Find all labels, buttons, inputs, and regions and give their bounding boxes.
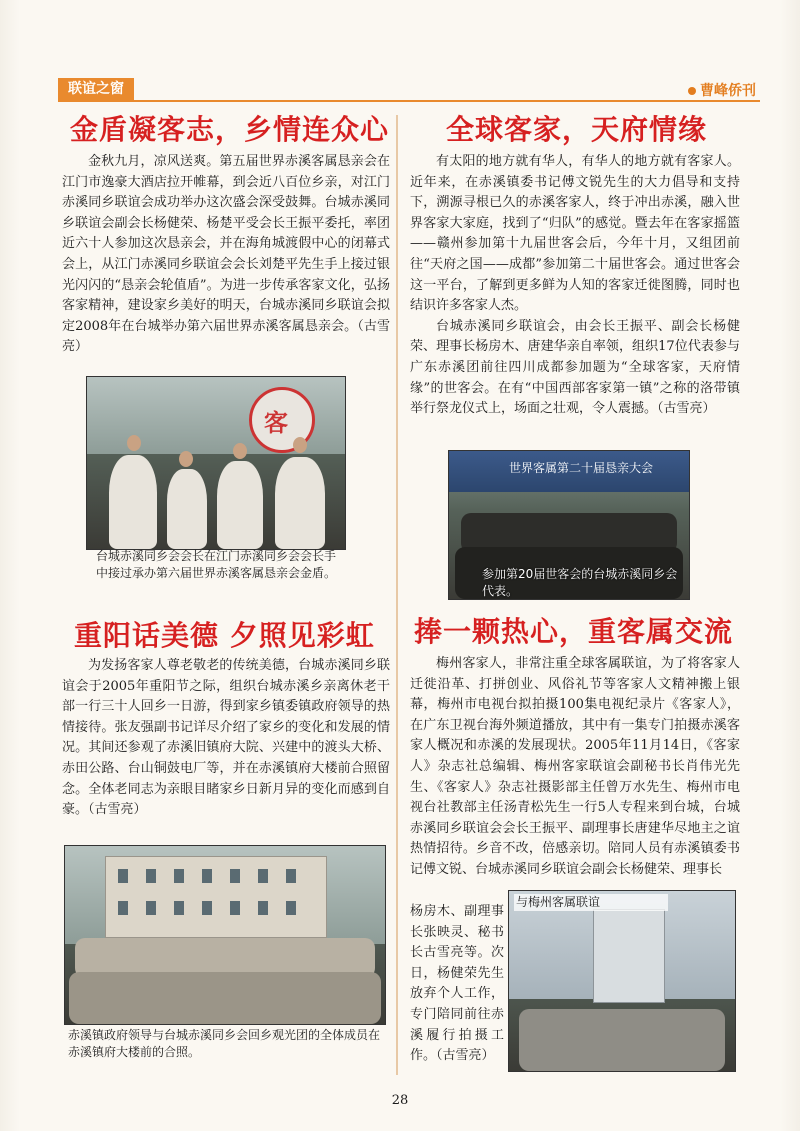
person-figure xyxy=(109,455,157,549)
group-photo-people xyxy=(519,1009,725,1071)
emblem-icon: 客 xyxy=(249,387,315,453)
photo-banner: 世界客属第二十届恳亲大会 xyxy=(509,461,654,475)
article-1-photo xyxy=(86,376,346,550)
article-1-paragraph: 金秋九月，凉风送爽。第五届世界赤溪客属恳亲会在江门市逸豪大酒店拉开帷幕，到会近八百位乡亲，对江门赤溪同乡联谊会成功举办这次盛会深受鼓舞。台城赤溪同乡联谊会副会长杨健荣、杨楚平受会长王振平委托，率团近六十人参加这次恳亲会，并在海角城渡假中心的闭幕式会上，从江门赤溪同乡联谊会会长刘楚平先生手上接过银光闪闪的“恳亲会轮值盾”。为进一步传承客家文化，弘扬客家精神，建设家乡美好的明天，台城赤溪同乡联谊会拟定2008年在台城举办第六届世界赤溪客属恳亲会。（古雪亮） xyxy=(62,154,390,355)
article-4-body xyxy=(410,654,740,881)
masthead xyxy=(688,80,756,100)
article-4-paragraph: 梅州客家人，非常注重全球客属联谊，为了将客家人迁徙沿革、打拼创业、风俗礼节等客家人文精神搬上银幕，梅州市电视台拟拍摄100集电视纪录片《客家人》，在广东卫视台海外频道播放，其中有一集专门拍摄赤溪客家人概况和赤溪的发展现状。2005年11月14日，《客家人》杂志社总编辑、梅州客家联谊会副秘书长肖伟光先生、《客家人》杂志社摄影部主任曾万水先生、梅州市电视台社教部主任汤青松先生一行5人专程来到台城，台城赤溪同乡联谊会会长王振平、副理事长唐建华尽地主之谊热情招待。乡音不改，倍感亲切。陪同人员有赤溪镇委书记傅文锐、台城赤溪同乡联谊会副会长杨健荣、理事长 xyxy=(410,656,740,877)
article-4-narrow-column xyxy=(410,902,504,1067)
article-1-caption: 台城赤溪同乡会会长在江门赤溪同乡会会长手中接过承办第六届世界赤溪客属恳亲会金盾。 xyxy=(96,549,337,580)
person-head xyxy=(233,443,247,459)
person-figure xyxy=(275,457,325,549)
article-3-photo xyxy=(64,845,386,1025)
page-number: 28 xyxy=(391,1093,409,1108)
article-4-narrow-text: 杨房木、副理事长张映灵、秘书长古雪亮等。次日，杨健荣先生放弃个人工作，专门陪同前往赤溪履行拍摄工作。（古雪亮） xyxy=(410,904,504,1064)
article-3-headline: 重阳话美德 夕照见彩虹 xyxy=(74,619,375,652)
article-2-body xyxy=(410,152,740,420)
article-2-headline: 全球客家，天府情缘 xyxy=(446,113,708,146)
article-4-photo xyxy=(508,890,736,1072)
article-3-body xyxy=(62,656,390,821)
person-head xyxy=(293,437,307,453)
article-4-headline: 捧一颗热心，重客属交流 xyxy=(414,615,734,648)
article-2-paragraph-2: 台城赤溪同乡联谊会，由会长王振平、副会长杨健荣、理事长杨房木、唐建华亲自率领，组织17位代表参与广东赤溪团前往四川成都参加题为“全球客家，天府情缘”的世客会。在有“中国西部客家第一镇”之称的洛带镇举行祭龙仪式上，场面之壮观，令人震撼。（古雪亮） xyxy=(410,318,740,417)
person-figure xyxy=(167,469,207,549)
government-building xyxy=(105,856,327,938)
article-3-caption: 赤溪镇政府领导与台城赤溪同乡会回乡观光团的全体成员在赤溪镇府大楼前的合照。 xyxy=(68,1028,381,1059)
article-1-body xyxy=(62,152,390,358)
article-3-paragraph: 为发扬客家人尊老敬老的传统美德，台城赤溪同乡联谊会于2005年重阳节之际，组织台城赤溪乡亲离休老干部一行三十人回乡一日游，得到家乡镇委镇政府领导的热情接待。张友强副书记详尽介绍了家乡的变化和发展的情况。其间还参观了赤溪旧镇府大院、兴建中的渡头大桥、赤田公路、台山铜鼓电厂等，并在赤溪镇府大楼前合照留念。全体老同志为亲眼目睹家乡日新月异的变化而感到自豪。（古雪亮） xyxy=(62,658,390,818)
article-1-headline: 金盾凝客志，乡情连众心 xyxy=(70,113,390,146)
person-figure xyxy=(217,461,263,549)
person-head xyxy=(179,451,193,467)
header-rule xyxy=(58,100,760,102)
article-2-paragraph-1: 有太阳的地方就有华人，有华人的地方就有客家人。近年来，在赤溪镇委书记傅文锐先生的大力倡导和支持下，溯源寻根已久的赤溪客家人，终于冲出赤溪，融入世界客家大家庭，找到了“归队”的感觉。暨去年在客家摇篮——赣州参加第十九届世客会后，今年十月，又组团前往“天府之国——成都”参加第二十届世客会。通过世客会这一平台，了解到更多鲜为人知的客家迁徙图腾，同时也结识许多客家人杰。 xyxy=(410,154,740,314)
group-row-front xyxy=(69,972,381,1024)
article-4-caption: 与梅州客属联谊 xyxy=(514,894,668,911)
section-tag: 联谊之窗 xyxy=(58,78,134,100)
bullet-icon xyxy=(688,87,696,95)
office-tower xyxy=(593,909,665,1003)
article-2-caption: 参加第20届世客会的台城赤溪同乡会代表。 xyxy=(482,567,678,598)
column-divider xyxy=(396,115,398,1075)
masthead-title: 曹峰侨刊 xyxy=(700,83,756,99)
person-head xyxy=(127,435,141,451)
